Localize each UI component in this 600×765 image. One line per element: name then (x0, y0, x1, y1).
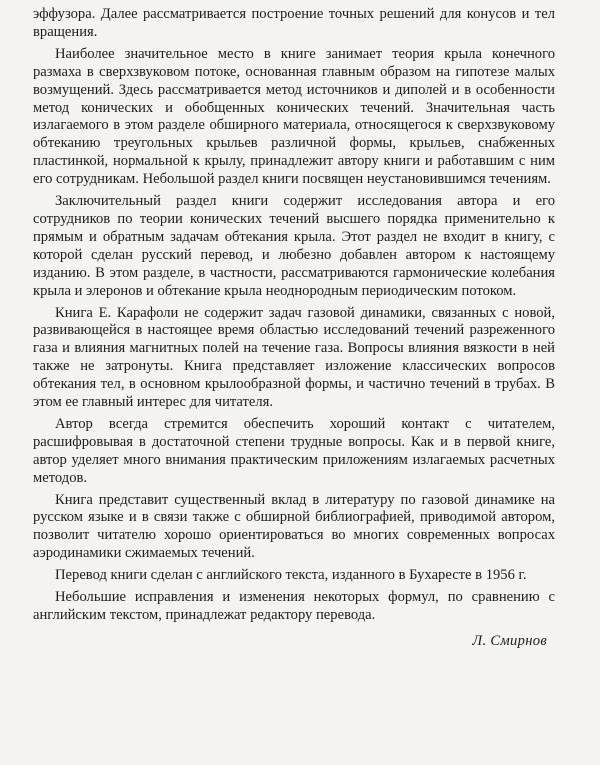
paragraph-conical-flows: Заключительный раздел книги содержит исследования автора и его сотрудников по теории конических течений высшего порядка применительно к прямым и обратным задачам обтекания крыла. Этот раздел не входит в книгу, с которой сделан русский перевод, и любезно добавлен автором к настоящему изданию. В этом разделе, в частности, рассматриваются гармонические колебания крыла и элеронов и обтекание крыла неоднородным периодическим потоком. (33, 193, 555, 299)
paragraph-corrections: Небольшие исправления и изменения некоторых формул, по сравнению с английским текстом, принадлежат редактору перевода. (33, 589, 555, 623)
paragraph-author-contact: Автор всегда стремится обеспечить хороший контакт с читателем, расшифровывая в достаточной степени трудные вопросы. Как и в первой книге, автор уделяет много внимания практическим приложениям излагаемых расчетных методов. (33, 415, 555, 486)
document-page (33, 6, 555, 651)
paragraph-wing-theory: Наиболее значительное место в книге занимает теория крыла конечного размаха в сверхзвуковом потоке, основанная главным образом на гипотезе малых возмущений. Здесь рассматривается метод источников и диполей и в особенности метод конических и обобщенных конических течений. Значительная часть излагаемого в этом разделе обширного материала, относящегося к сверхзвуковому обтеканию треугольных крыльев различной формы, крыльев, снабженных пластинкой, нормальной к крылу, принадлежит автору книги и работавшим с ним его сотрудникам. Небольшой раздел книги посвящен неустановившимся течениям. (33, 45, 555, 188)
paragraph-book-scope: Книга Е. Карафоли не содержит задач газовой динамики, связанных с новой, развивающейся в настоящее время областью исследований течений разреженного газа и влияния магнитных полей на течение газа. Вопросы влияния вязкости в ней также не затронуты. Книга представляет изложение классических вопросов обтекания тел, в основном крылообразной формы, и частично течений в трубах. В этом ее главный интерес для читателя. (33, 304, 555, 411)
paragraph-contribution: Книга представит существенный вклад в литературу по газовой динамике на русском языке и в связи также с обширной библиографией, приводимой автором, позволит читателю хорошо ориентироваться во многих современных вопросах аэродинамики сжимаемых течений. (33, 491, 555, 562)
paragraph-translation-source: Перевод книги сделан с английского текста, изданного в Бухаресте в 1956 г. (55, 567, 527, 584)
editor-signature: Л. Смирнов (472, 632, 547, 649)
paragraph-continuation: эффузора. Далее рассматривается построение точных решений для конусов и тел вращения. (33, 6, 555, 40)
